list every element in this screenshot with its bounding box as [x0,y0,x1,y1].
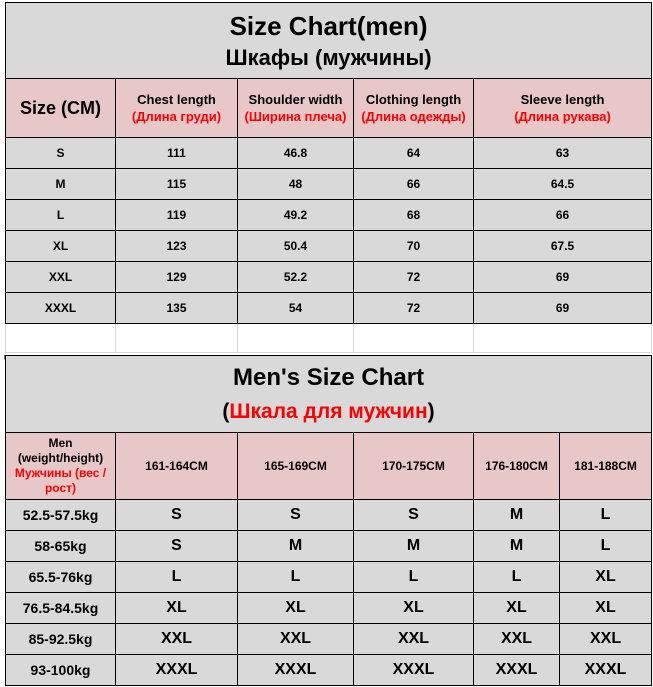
size-cell: XXL [238,624,354,655]
size-cell: XXL [474,624,560,655]
table-row [6,262,652,293]
size-cell: M [474,531,560,562]
value-cell: 54 [238,293,354,324]
size-cell: XXL [116,624,238,655]
value-cell: 50.4 [238,231,354,262]
table-row [6,624,652,655]
table-row [6,500,652,531]
weight-cell: 65.5-76kg [6,562,116,593]
value-cell: 72 [354,293,474,324]
value-cell: 64 [354,138,474,169]
value-cell: 111 [116,138,238,169]
size-cell: S [116,531,238,562]
size-cell: XL [560,593,652,624]
spacer-row [6,324,652,353]
table-row [6,169,652,200]
header-label-ru: (Длина груди) [131,109,222,124]
mens-size-chart-table [5,355,652,686]
size-cell: S [6,138,116,169]
value-cell: 67.5 [474,231,652,262]
value-cell: 52.2 [238,262,354,293]
size-cell: L [560,531,652,562]
value-cell: 63 [474,138,652,169]
weight-cell: 52.5-57.5kg [6,500,116,531]
size-cell: M [6,169,116,200]
weight-height-header [6,433,116,500]
table-row [6,231,652,262]
size-cell: M [238,531,354,562]
chest-length-header [116,79,238,138]
spacer-cell [238,324,354,353]
size-cell: L [354,562,474,593]
header-label-ru: (Длина одежды) [361,109,466,124]
size-cell: L [238,562,354,593]
height-header: 161-164CM [116,433,238,500]
mens-chart-title: Men's Size Chart [232,364,425,391]
subtitle-text: Шкала для мужчин [229,400,428,423]
mens-chart-title-cell [6,356,652,433]
size-cell: XL [238,593,354,624]
value-cell: 115 [116,169,238,200]
size-cell: M [474,500,560,531]
size-cell: L [474,562,560,593]
value-cell: 70 [354,231,474,262]
value-cell: 66 [354,169,474,200]
table-row [6,531,652,562]
size-cell: XL [6,231,116,262]
clothing-length-header [354,79,474,138]
table-row [6,593,652,624]
size-cell: XL [560,562,652,593]
mens-chart-title-row [6,356,652,433]
size-cell: XXL [560,624,652,655]
table-row [6,655,652,686]
size-cell: XXXL [116,655,238,686]
size-chart-table [5,2,652,353]
size-cell: XXXL [474,655,560,686]
header-label: Sleeve length [520,92,605,107]
spacer-cell [6,324,116,353]
size-cell: S [238,500,354,531]
value-cell: 119 [116,200,238,231]
value-cell: 69 [474,293,652,324]
mens-chart-header-row [6,433,652,500]
size-chart-title-row [6,3,652,79]
spacer-cell [116,324,238,353]
mens-chart-subtitle [6,396,651,428]
size-cell: XL [354,593,474,624]
size-cell: XL [474,593,560,624]
value-cell: 69 [474,262,652,293]
weight-cell: 85-92.5kg [6,624,116,655]
paren-open: ( [222,400,230,423]
size-cell: XL [116,593,238,624]
size-cell: XXL [354,624,474,655]
table-row [6,138,652,169]
table-row [6,200,652,231]
sleeve-length-header [474,79,652,138]
spacer-cell [474,324,652,353]
header-label-ru: Мужчины (вес / рост) [14,466,107,495]
size-cell: XXXL [560,655,652,686]
size-cell: XXXL [6,293,116,324]
size-chart-subtitle: Шкафы (мужчины) [225,44,432,70]
size-cell: XXXL [238,655,354,686]
size-chart-header-row [6,79,652,138]
header-label: Clothing length [365,92,462,107]
height-header: 176-180CM [474,433,560,500]
value-cell: 46.8 [238,138,354,169]
weight-cell: 93-100kg [6,655,116,686]
size-chart-title: Size Chart(men) [229,10,428,41]
table-row [6,562,652,593]
size-cell: M [354,531,474,562]
value-cell: 48 [238,169,354,200]
size-column-header: Size (CM) [6,79,116,138]
size-cell: XXXL [354,655,474,686]
size-cell: L [560,500,652,531]
value-cell: 72 [354,262,474,293]
size-cell: S [116,500,238,531]
header-label-ru: (Ширина плеча) [244,109,347,124]
height-header: 181-188CM [560,433,652,500]
size-cell: L [6,200,116,231]
value-cell: 64.5 [474,169,652,200]
value-cell: 135 [116,293,238,324]
shoulder-width-header [238,79,354,138]
height-header: 170-175CM [354,433,474,500]
size-cell: S [354,500,474,531]
height-header: 165-169CM [238,433,354,500]
size-cell: XXL [6,262,116,293]
value-cell: 49.2 [238,200,354,231]
weight-cell: 76.5-84.5kg [6,593,116,624]
header-label: Men (weight/height) [17,436,104,465]
value-cell: 66 [474,200,652,231]
value-cell: 68 [354,200,474,231]
size-cell: L [116,562,238,593]
weight-cell: 58-65kg [6,531,116,562]
value-cell: 129 [116,262,238,293]
table-row [6,293,652,324]
size-chart-title-cell [6,3,652,79]
spacer-cell [354,324,474,353]
paren-close: ) [427,400,435,423]
header-label-ru: (Длина рукава) [514,109,611,124]
header-label: Chest length [137,92,216,107]
value-cell: 123 [116,231,238,262]
header-label: Shoulder width [248,92,343,107]
